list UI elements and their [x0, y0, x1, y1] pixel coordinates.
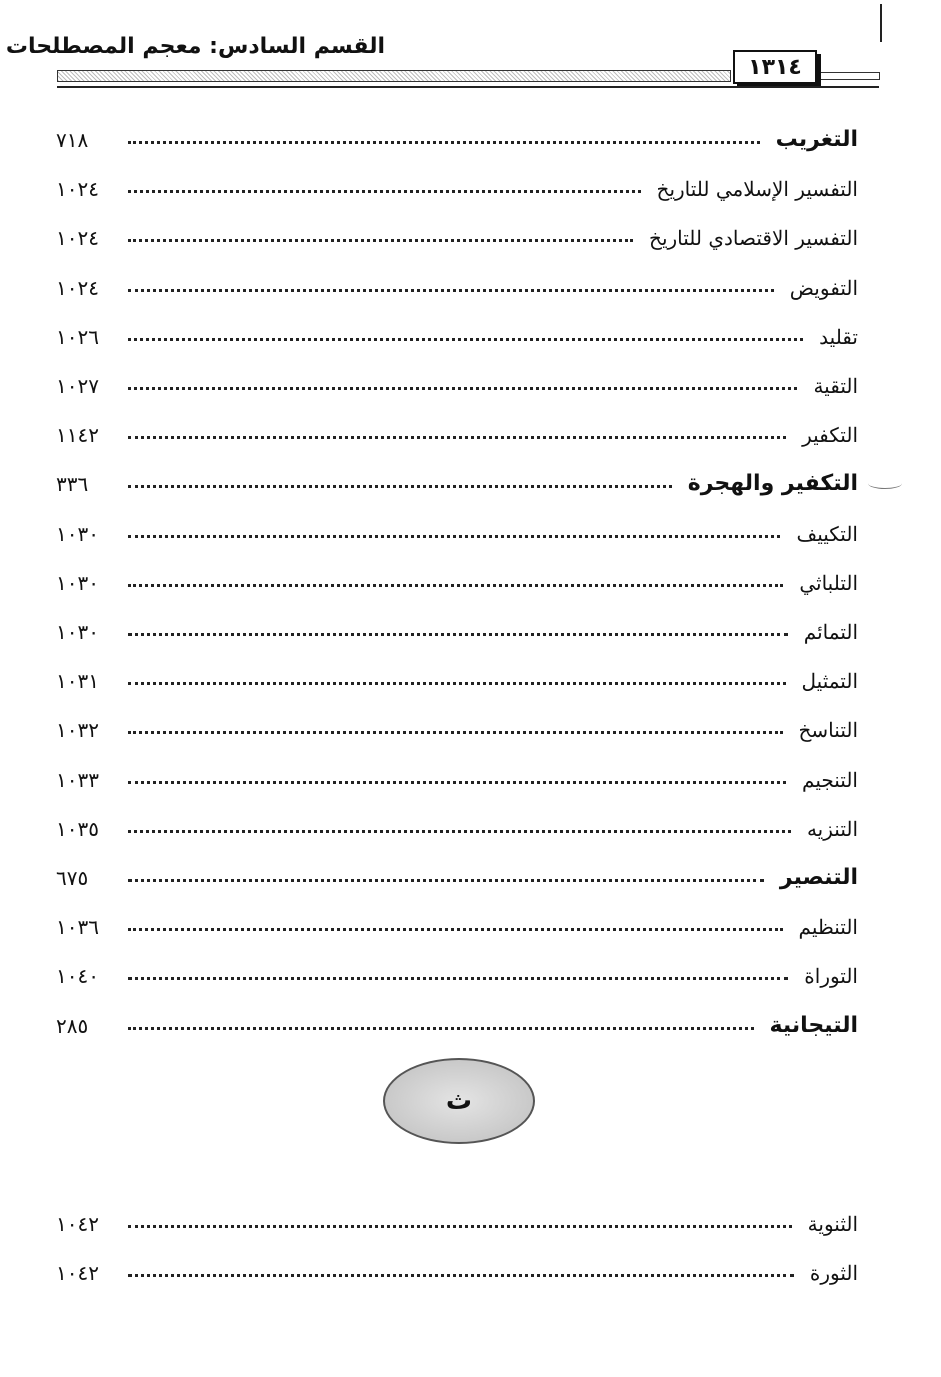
margin-mark — [880, 4, 882, 42]
index-page-number: ١٠٣١ — [56, 669, 99, 694]
index-term: تقليد — [819, 324, 858, 349]
index-page-number: ١٠٣٢ — [56, 718, 99, 743]
index-entry — [56, 309, 858, 349]
section-letter-badge — [383, 1058, 535, 1144]
index-entry — [56, 112, 858, 152]
index-page-number: ١٠٣٦ — [56, 915, 99, 940]
index-entry — [56, 407, 858, 447]
page-number: ١٣١٤ — [748, 54, 802, 80]
dot-leader — [128, 485, 672, 488]
index-page-number: ١٠٣٣ — [56, 767, 99, 792]
running-header-title: القسم السادس: معجم المصطلحات — [5, 34, 385, 59]
index-page-number: ١١٤٢ — [56, 423, 99, 448]
dot-leader — [128, 1274, 794, 1277]
index-page-number: ١٠٣٠ — [56, 570, 99, 595]
header-pattern-band — [57, 70, 731, 82]
dot-leader — [128, 141, 760, 144]
stray-pen-mark — [868, 478, 902, 489]
index-entry — [56, 260, 858, 300]
dot-leader — [128, 436, 786, 439]
dot-leader — [128, 682, 786, 685]
index-term: التقية — [813, 374, 858, 398]
index-term: الثورة — [809, 1261, 858, 1286]
index-entry — [56, 653, 858, 693]
index-term: التنصير — [779, 865, 858, 890]
index-page-number: ١٠٤٠ — [56, 964, 99, 989]
index-entry — [56, 210, 858, 250]
index-page-number: ١٠٢٦ — [56, 324, 99, 349]
index-page-number: ١٠٤٢ — [56, 1212, 99, 1236]
index-term: التنظيم — [798, 915, 858, 940]
index-entry — [56, 1196, 858, 1236]
index-page-number: ٧١٨ — [56, 128, 89, 152]
dot-leader — [128, 781, 786, 784]
index-term: التكييف — [796, 521, 858, 546]
index-term: الثنوية — [807, 1212, 858, 1236]
dot-leader — [128, 338, 803, 341]
index-entry — [56, 752, 858, 792]
index-page-number: ٣٣٦ — [56, 472, 89, 497]
index-term: التفويض — [789, 275, 858, 300]
header-rule — [57, 86, 879, 88]
index-term: التفسير الاقتصادي للتاريخ — [649, 226, 858, 251]
index-entry — [56, 604, 858, 644]
dot-leader — [128, 830, 791, 833]
dot-leader — [128, 977, 788, 980]
index-term: التنزيه — [806, 816, 858, 841]
index-term: التلباثي — [799, 570, 858, 595]
dot-leader — [128, 289, 774, 292]
index-page-number: ١٠٣٥ — [56, 816, 99, 841]
dot-leader — [128, 879, 764, 882]
index-page-number: ٦٧٥ — [56, 866, 89, 890]
dot-leader — [128, 584, 783, 587]
index-entry — [56, 506, 858, 546]
index-page-number: ١٠٣٠ — [56, 521, 99, 546]
index-entry — [56, 161, 858, 201]
index-entry — [56, 358, 858, 398]
index-entry — [56, 702, 858, 742]
index-page-number: ١٠٢٤ — [56, 275, 99, 300]
index-term: التوراة — [804, 964, 858, 989]
index-term: التكفير والهجرة — [687, 471, 858, 497]
index-page-number: ١٠٢٧ — [56, 374, 99, 398]
index-entry — [56, 555, 858, 595]
index-entry — [56, 801, 858, 841]
dot-leader — [128, 535, 780, 538]
page-number-box — [733, 50, 817, 84]
index-page-number: ١٠٤٢ — [56, 1261, 99, 1286]
dot-leader — [128, 190, 641, 193]
index-term: التنجيم — [802, 767, 858, 792]
index-term: التمائم — [803, 620, 858, 644]
index-page-number: ٢٨٥ — [56, 1013, 89, 1038]
section-letter: ث — [445, 1086, 473, 1116]
dot-leader — [128, 928, 783, 931]
dot-leader — [128, 239, 633, 242]
index-entry — [56, 1245, 858, 1285]
dot-leader — [128, 387, 797, 390]
index-entry — [56, 899, 858, 939]
dot-leader — [128, 1225, 792, 1228]
index-page-number: ١٠٢٤ — [56, 226, 99, 251]
index-term: التمثيل — [801, 669, 858, 694]
index-term: التيجانية — [769, 1012, 858, 1038]
dot-leader — [128, 633, 788, 636]
index-page-number: ١٠٢٤ — [56, 177, 99, 202]
index-entry — [56, 948, 858, 988]
dot-leader — [128, 731, 783, 734]
index-entry — [56, 456, 858, 496]
index-entry — [56, 850, 858, 890]
index-entry — [56, 998, 858, 1038]
index-term: التفسير الإسلامي للتاريخ — [656, 177, 858, 202]
index-term: التكفير — [802, 423, 858, 448]
header-ornament — [818, 72, 880, 80]
dot-leader — [128, 1027, 754, 1030]
index-term: التغريب — [775, 127, 858, 152]
index-term: التناسخ — [798, 718, 858, 743]
index-page-number: ١٠٣٠ — [56, 620, 99, 644]
